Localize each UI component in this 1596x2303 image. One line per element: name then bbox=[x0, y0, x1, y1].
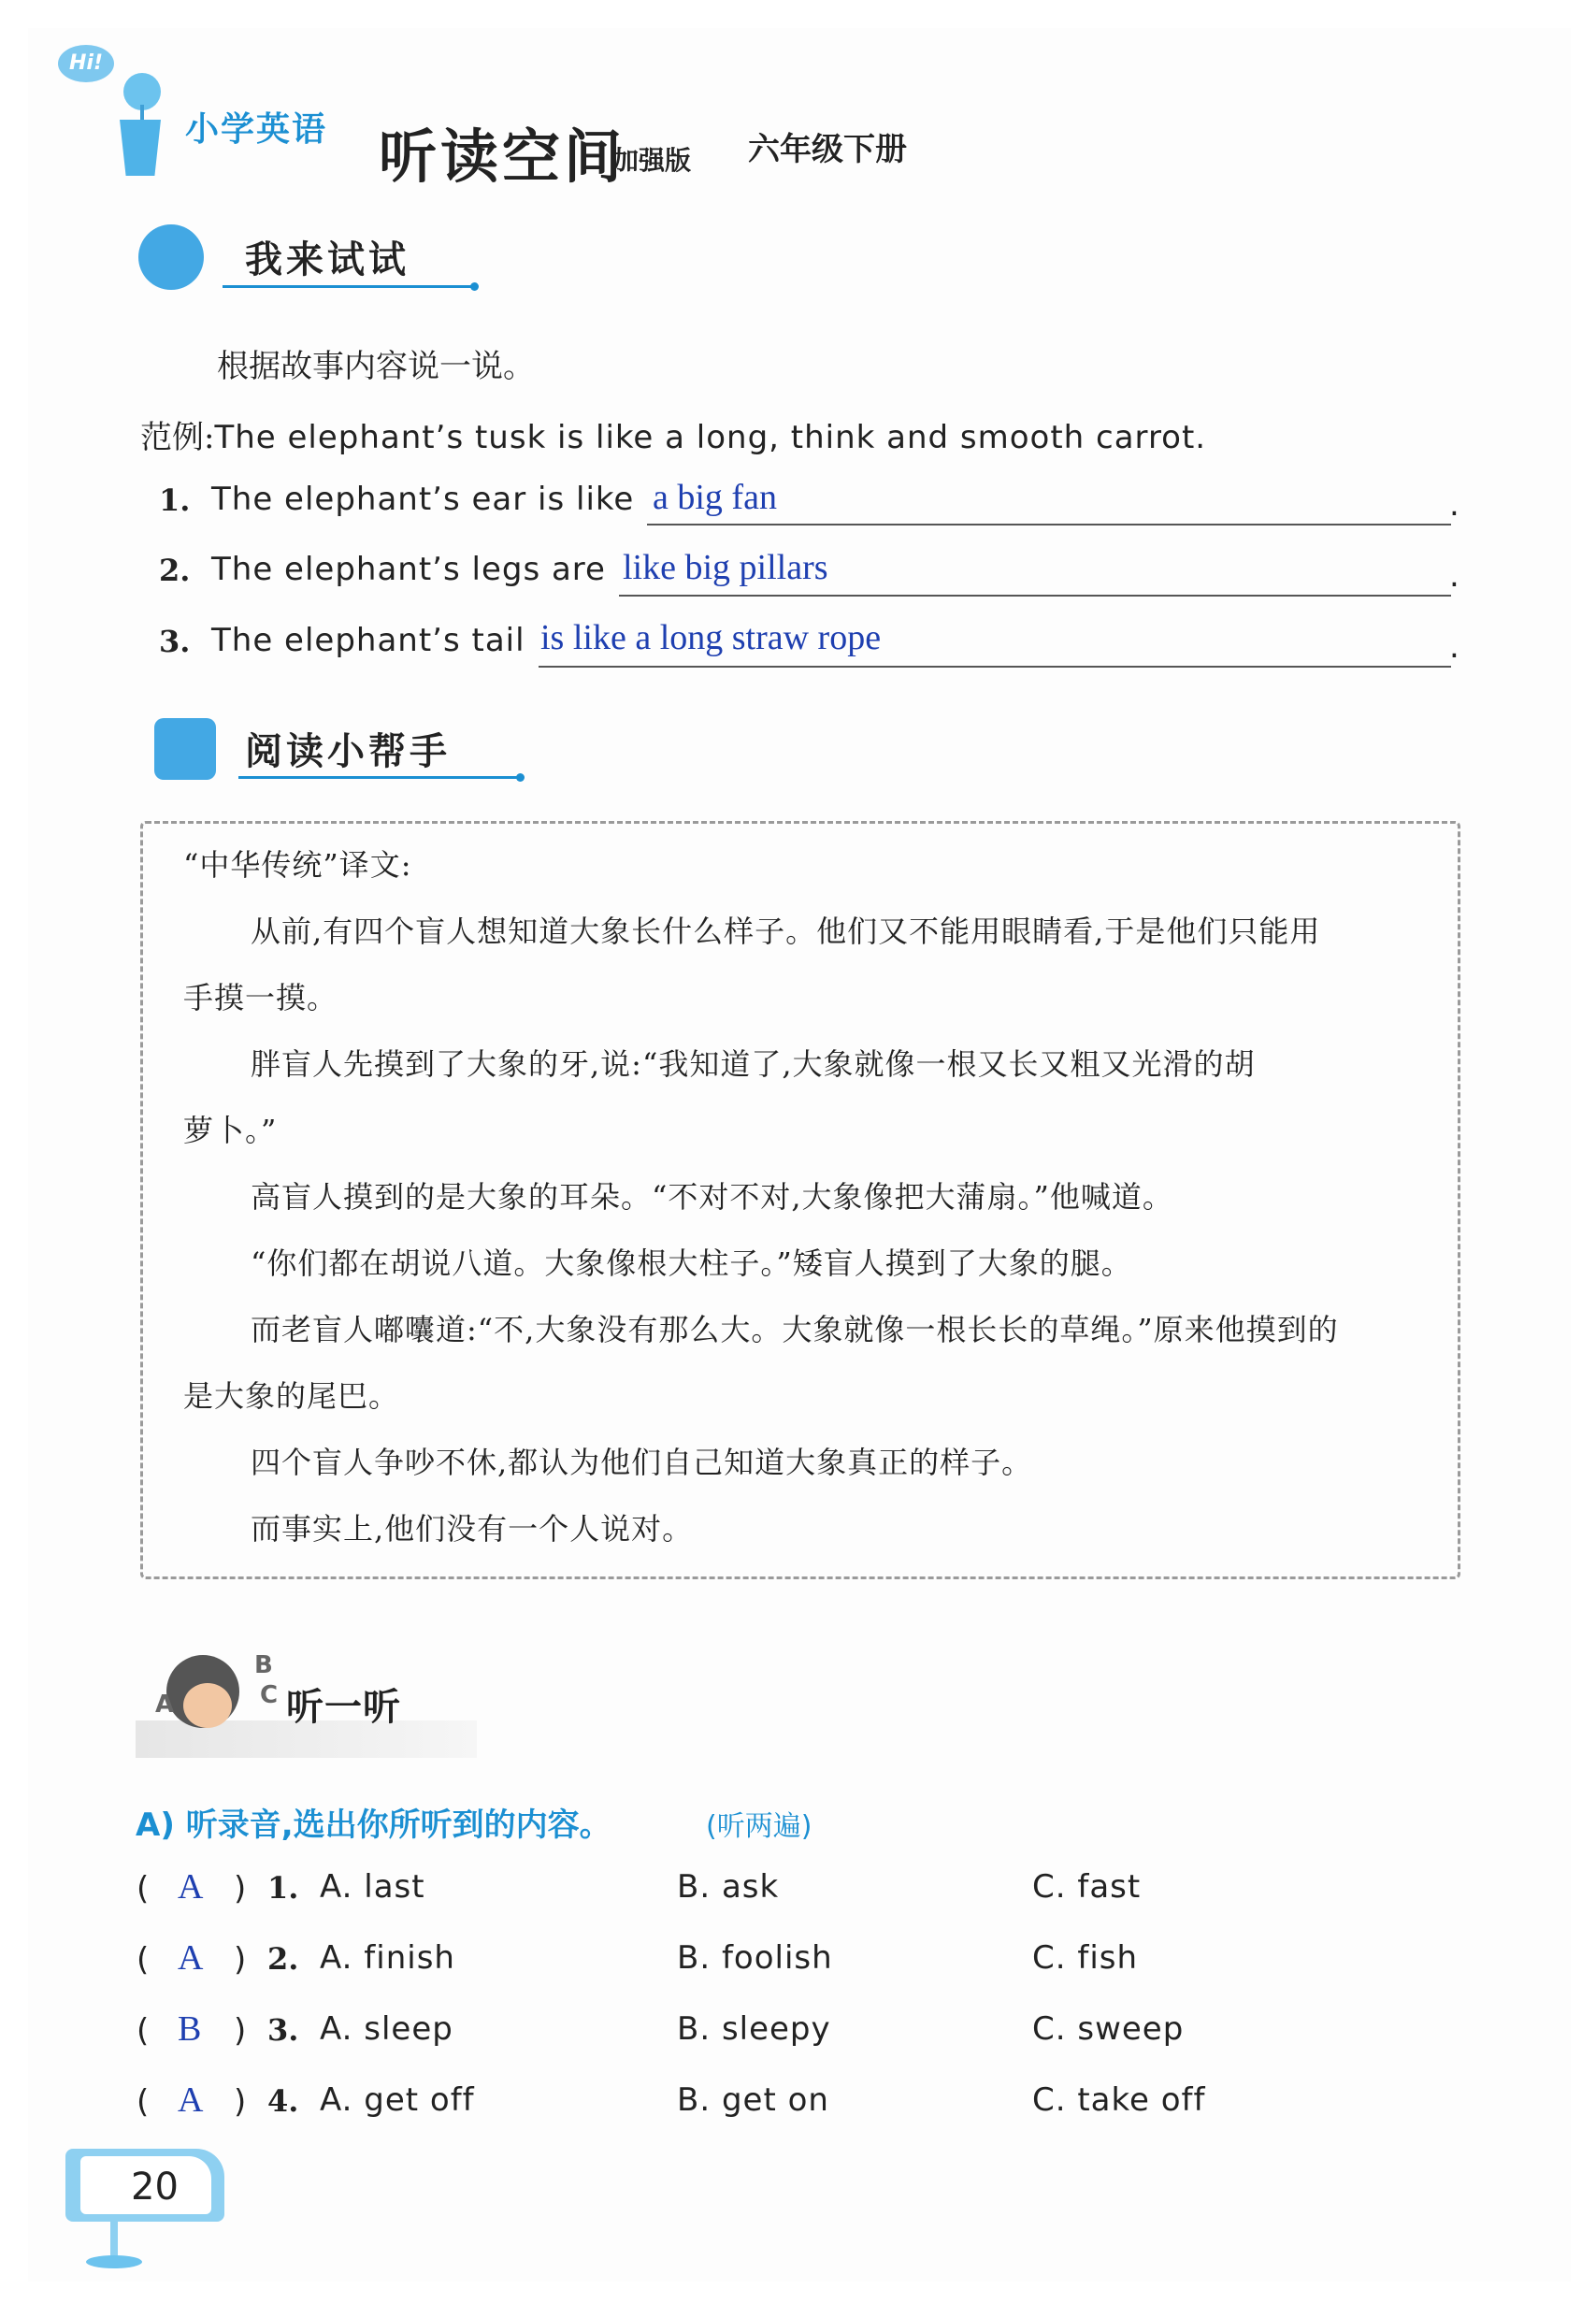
example-label: 范例: bbox=[140, 419, 215, 456]
hi-badge: Hi! bbox=[58, 45, 114, 82]
item-answer[interactable]: like big pillars bbox=[623, 548, 828, 587]
option-c: C. sweep bbox=[1032, 2010, 1185, 2048]
answer-blank-line bbox=[619, 595, 1451, 597]
translation-paragraph: 高盲人摸到的是大象的耳朵。“不对不对,大象像把大蒲扇。”他喊道。 bbox=[251, 1179, 1173, 1215]
example-line bbox=[140, 411, 1206, 457]
item-period: . bbox=[1449, 486, 1460, 524]
item-number: 3. bbox=[159, 624, 191, 659]
option-b: B. sleepy bbox=[677, 2010, 831, 2048]
question-number: 1. bbox=[267, 1870, 299, 1906]
section-title-listen: 听一听 bbox=[286, 1686, 401, 1729]
abc-letter: C bbox=[260, 1681, 279, 1709]
option-a: A. finish bbox=[320, 1939, 455, 1977]
item-prompt: The elephant’s ear is like bbox=[211, 481, 635, 518]
question-answer[interactable]: A bbox=[178, 1938, 204, 1978]
book-brand: 听读空间 bbox=[379, 122, 626, 191]
answer-paren-open: ( bbox=[137, 1870, 150, 1907]
lightbulb-icon bbox=[138, 224, 204, 290]
item-period: . bbox=[1449, 557, 1460, 595]
item-prompt: The elephant’s tail bbox=[211, 622, 525, 659]
section-underline-dot bbox=[516, 773, 525, 782]
page-number-base bbox=[86, 2255, 142, 2268]
item-answer[interactable]: a big fan bbox=[653, 478, 777, 517]
part-a-instruction: A) 听录音,选出你所听到的内容。 bbox=[136, 1806, 611, 1844]
question-number: 3. bbox=[267, 2012, 299, 2048]
answer-blank-line bbox=[539, 666, 1451, 668]
part-a-note: (听两遍) bbox=[706, 1810, 812, 1843]
item-number: 2. bbox=[159, 553, 191, 588]
answer-paren-close: ) bbox=[234, 1941, 247, 1979]
item-number: 1. bbox=[159, 482, 191, 518]
translation-paragraph: 四个盲人争吵不休,都认为他们自己知道大象真正的样子。 bbox=[251, 1445, 1033, 1480]
edition-label: 加强版 bbox=[612, 145, 692, 176]
question-answer[interactable]: A bbox=[178, 2080, 204, 2120]
translation-paragraph: 而事实上,他们没有一个人说对。 bbox=[251, 1511, 694, 1547]
page-number: 20 bbox=[131, 2166, 179, 2209]
try-instruction: 根据故事内容说一说。 bbox=[217, 348, 535, 385]
question-answer[interactable]: A bbox=[178, 1867, 204, 1907]
book-icon bbox=[154, 718, 216, 780]
answer-paren-open: ( bbox=[137, 2083, 150, 2121]
translation-paragraph: 胖盲人先摸到了大象的牙,说:“我知道了,大象就像一根又长又粗又光滑的胡 bbox=[251, 1046, 1256, 1082]
answer-paren-close: ) bbox=[234, 2012, 247, 2050]
option-b: B. foolish bbox=[677, 1939, 833, 1977]
option-a: A. last bbox=[320, 1868, 425, 1906]
question-answer[interactable]: B bbox=[178, 2009, 202, 2049]
question-number: 2. bbox=[267, 1941, 299, 1977]
item-period: . bbox=[1449, 628, 1460, 666]
option-c: C. fast bbox=[1032, 1868, 1142, 1906]
translation-paragraph: 萝卜。” bbox=[183, 1113, 278, 1148]
section-underline bbox=[223, 285, 473, 288]
section-title-try: 我来试试 bbox=[245, 238, 410, 281]
grade-label: 六年级下册 bbox=[748, 131, 907, 168]
answer-paren-close: ) bbox=[234, 2083, 247, 2121]
section-title-reading: 阅读小帮手 bbox=[245, 730, 451, 773]
answer-paren-open: ( bbox=[137, 2012, 150, 2050]
translation-paragraph: 是大象的尾巴。 bbox=[183, 1378, 400, 1414]
flower-pot-icon bbox=[120, 120, 161, 176]
answer-blank-line bbox=[647, 524, 1451, 525]
example-text: The elephant’s tusk is like a long, think and smooth carrot. bbox=[214, 419, 1207, 456]
kid-face bbox=[183, 1683, 232, 1728]
translation-heading: “中华传统”译文: bbox=[183, 847, 412, 883]
item-prompt: The elephant’s legs are bbox=[211, 551, 606, 588]
translation-paragraph: 从前,有四个盲人想知道大象长什么样子。他们又不能用眼睛看,于是他们只能用 bbox=[251, 914, 1321, 949]
item-answer[interactable]: is like a long straw rope bbox=[540, 618, 882, 657]
abc-letter: A bbox=[155, 1691, 175, 1719]
translation-paragraph: 而老盲人嘟囔道:“不,大象没有那么大。大象就像一根长长的草绳。”原来他摸到的 bbox=[251, 1312, 1339, 1347]
section-underline-dot bbox=[470, 282, 479, 291]
option-b: B. ask bbox=[677, 1868, 780, 1906]
option-a: A. sleep bbox=[320, 2010, 453, 2048]
option-c: C. take off bbox=[1032, 2081, 1206, 2119]
translation-paragraph: “你们都在胡说八道。大象像根大柱子。”矮盲人摸到了大象的腿。 bbox=[251, 1245, 1132, 1281]
series-title: 小学英语 bbox=[185, 110, 328, 149]
option-c: C. fish bbox=[1032, 1939, 1139, 1977]
translation-paragraph: 手摸一摸。 bbox=[183, 980, 338, 1015]
answer-paren-close: ) bbox=[234, 1870, 247, 1907]
option-a: A. get off bbox=[320, 2081, 475, 2119]
answer-paren-open: ( bbox=[137, 1941, 150, 1979]
page-number-post bbox=[110, 2222, 118, 2259]
abc-letter: B bbox=[254, 1651, 273, 1679]
section-underline bbox=[238, 776, 519, 779]
question-number: 4. bbox=[267, 2083, 299, 2119]
option-b: B. get on bbox=[677, 2081, 829, 2119]
